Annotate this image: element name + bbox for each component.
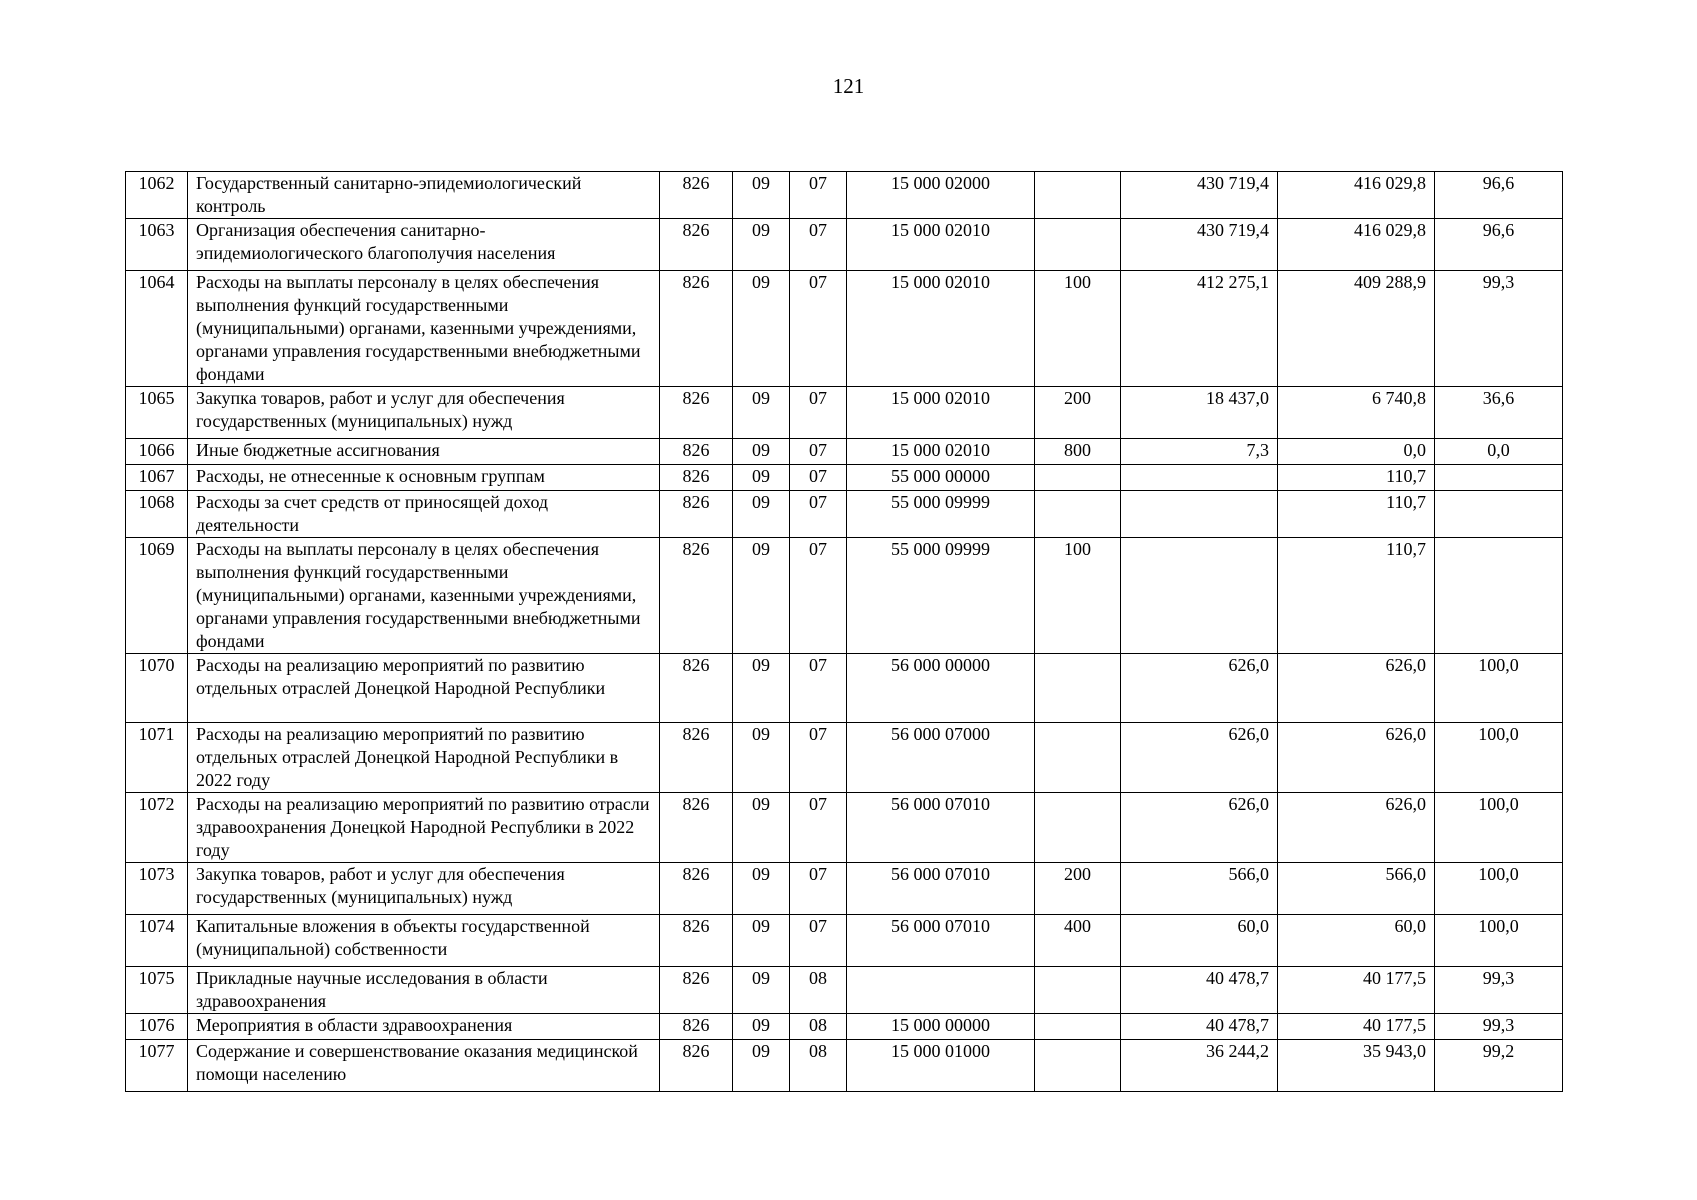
department-code-cell: 826 xyxy=(660,538,733,654)
expense-name-cell: Закупка товаров, работ и услуг для обеспечения государственных (муниципальных) нужд xyxy=(188,863,660,915)
department-code-cell: 826 xyxy=(660,491,733,538)
department-code-cell: 826 xyxy=(660,863,733,915)
table-row xyxy=(126,793,1563,863)
expense-name-cell: Иные бюджетные ассигнования xyxy=(188,439,660,465)
budget-table xyxy=(125,171,1563,1092)
target-article-code-cell: 15 000 02010 xyxy=(847,271,1035,387)
department-code-cell: 826 xyxy=(660,654,733,723)
section-code-cell: 09 xyxy=(733,491,790,538)
actual-amount-cell: 60,0 xyxy=(1278,915,1435,967)
expense-type-code-cell: 800 xyxy=(1035,439,1121,465)
actual-amount-cell: 110,7 xyxy=(1278,491,1435,538)
table-row xyxy=(126,967,1563,1014)
budget-table-body xyxy=(126,172,1563,1092)
table-row xyxy=(126,538,1563,654)
table-row xyxy=(126,219,1563,271)
planned-amount-cell xyxy=(1121,491,1278,538)
page-number: 121 xyxy=(832,74,865,98)
planned-amount-cell: 40 478,7 xyxy=(1121,967,1278,1014)
subsection-code-cell: 08 xyxy=(790,1014,847,1040)
row-number-cell: 1071 xyxy=(126,723,188,793)
planned-amount-cell xyxy=(1121,465,1278,491)
target-article-code-cell: 15 000 02010 xyxy=(847,439,1035,465)
execution-percent-cell: 100,0 xyxy=(1435,793,1563,863)
target-article-code-cell: 56 000 00000 xyxy=(847,654,1035,723)
execution-percent-cell: 100,0 xyxy=(1435,723,1563,793)
execution-percent-cell: 99,3 xyxy=(1435,271,1563,387)
actual-amount-cell: 416 029,8 xyxy=(1278,219,1435,271)
execution-percent-cell: 100,0 xyxy=(1435,863,1563,915)
department-code-cell: 826 xyxy=(660,271,733,387)
subsection-code-cell: 07 xyxy=(790,538,847,654)
target-article-code-cell: 15 000 02010 xyxy=(847,219,1035,271)
actual-amount-cell: 40 177,5 xyxy=(1278,1014,1435,1040)
actual-amount-cell: 626,0 xyxy=(1278,723,1435,793)
planned-amount-cell: 60,0 xyxy=(1121,915,1278,967)
department-code-cell: 826 xyxy=(660,465,733,491)
expense-name-cell: Капитальные вложения в объекты государственной (муниципальной) собственности xyxy=(188,915,660,967)
expense-type-code-cell: 100 xyxy=(1035,538,1121,654)
department-code-cell: 826 xyxy=(660,1040,733,1092)
section-code-cell: 09 xyxy=(733,271,790,387)
actual-amount-cell: 416 029,8 xyxy=(1278,172,1435,219)
target-article-code-cell: 15 000 01000 xyxy=(847,1040,1035,1092)
target-article-code-cell: 15 000 02000 xyxy=(847,172,1035,219)
table-row xyxy=(126,1014,1563,1040)
target-article-code-cell: 56 000 07010 xyxy=(847,793,1035,863)
department-code-cell: 826 xyxy=(660,967,733,1014)
subsection-code-cell: 07 xyxy=(790,439,847,465)
actual-amount-cell: 409 288,9 xyxy=(1278,271,1435,387)
execution-percent-cell: 96,6 xyxy=(1435,219,1563,271)
subsection-code-cell: 07 xyxy=(790,793,847,863)
row-number-cell: 1064 xyxy=(126,271,188,387)
expense-type-code-cell xyxy=(1035,465,1121,491)
section-code-cell: 09 xyxy=(733,723,790,793)
planned-amount-cell: 626,0 xyxy=(1121,793,1278,863)
row-number-cell: 1070 xyxy=(126,654,188,723)
target-article-code-cell: 55 000 09999 xyxy=(847,491,1035,538)
row-number-cell: 1077 xyxy=(126,1040,188,1092)
target-article-code-cell: 55 000 09999 xyxy=(847,538,1035,654)
row-number-cell: 1072 xyxy=(126,793,188,863)
target-article-code-cell xyxy=(847,967,1035,1014)
table-row xyxy=(126,387,1563,439)
subsection-code-cell: 07 xyxy=(790,271,847,387)
expense-name-cell: Организация обеспечения санитарно-эпидемиологического благополучия населения xyxy=(188,219,660,271)
subsection-code-cell: 07 xyxy=(790,915,847,967)
expense-name-cell: Расходы на реализацию мероприятий по развитию отдельных отраслей Донецкой Народной Республики в 2022 году xyxy=(188,723,660,793)
planned-amount-cell: 36 244,2 xyxy=(1121,1040,1278,1092)
row-number-cell: 1068 xyxy=(126,491,188,538)
department-code-cell: 826 xyxy=(660,219,733,271)
section-code-cell: 09 xyxy=(733,172,790,219)
section-code-cell: 09 xyxy=(733,915,790,967)
expense-name-cell: Расходы на выплаты персоналу в целях обеспечения выполнения функций государственными (муниципальными) органами, казенными учреждениями, органами управления государственными внебюджетными фондами xyxy=(188,271,660,387)
expense-name-cell: Расходы за счет средств от приносящей доход деятельности xyxy=(188,491,660,538)
department-code-cell: 826 xyxy=(660,915,733,967)
execution-percent-cell: 99,3 xyxy=(1435,1014,1563,1040)
expense-name-cell: Расходы на реализацию мероприятий по развитию отдельных отраслей Донецкой Народной Республики xyxy=(188,654,660,723)
row-number-cell: 1062 xyxy=(126,172,188,219)
expense-name-cell: Государственный санитарно-эпидемиологический контроль xyxy=(188,172,660,219)
expense-name-cell: Расходы, не отнесенные к основным группам xyxy=(188,465,660,491)
row-number-cell: 1067 xyxy=(126,465,188,491)
actual-amount-cell: 566,0 xyxy=(1278,863,1435,915)
section-code-cell: 09 xyxy=(733,1014,790,1040)
planned-amount-cell: 566,0 xyxy=(1121,863,1278,915)
expense-name-cell: Закупка товаров, работ и услуг для обеспечения государственных (муниципальных) нужд xyxy=(188,387,660,439)
target-article-code-cell: 56 000 07010 xyxy=(847,863,1035,915)
target-article-code-cell: 15 000 00000 xyxy=(847,1014,1035,1040)
execution-percent-cell: 99,2 xyxy=(1435,1040,1563,1092)
subsection-code-cell: 07 xyxy=(790,723,847,793)
section-code-cell: 09 xyxy=(733,465,790,491)
section-code-cell: 09 xyxy=(733,654,790,723)
execution-percent-cell xyxy=(1435,538,1563,654)
expense-type-code-cell xyxy=(1035,1014,1121,1040)
subsection-code-cell: 07 xyxy=(790,219,847,271)
section-code-cell: 09 xyxy=(733,863,790,915)
subsection-code-cell: 07 xyxy=(790,654,847,723)
planned-amount-cell: 626,0 xyxy=(1121,723,1278,793)
actual-amount-cell: 0,0 xyxy=(1278,439,1435,465)
table-row xyxy=(126,654,1563,723)
target-article-code-cell: 55 000 00000 xyxy=(847,465,1035,491)
execution-percent-cell: 100,0 xyxy=(1435,915,1563,967)
table-row xyxy=(126,1040,1563,1092)
planned-amount-cell: 430 719,4 xyxy=(1121,172,1278,219)
section-code-cell: 09 xyxy=(733,538,790,654)
expense-name-cell: Содержание и совершенствование оказания медицинской помощи населению xyxy=(188,1040,660,1092)
planned-amount-cell: 7,3 xyxy=(1121,439,1278,465)
expense-type-code-cell xyxy=(1035,172,1121,219)
section-code-cell: 09 xyxy=(733,387,790,439)
subsection-code-cell: 08 xyxy=(790,967,847,1014)
table-row xyxy=(126,491,1563,538)
planned-amount-cell: 412 275,1 xyxy=(1121,271,1278,387)
row-number-cell: 1074 xyxy=(126,915,188,967)
actual-amount-cell: 35 943,0 xyxy=(1278,1040,1435,1092)
target-article-code-cell: 15 000 02010 xyxy=(847,387,1035,439)
section-code-cell: 09 xyxy=(733,967,790,1014)
execution-percent-cell xyxy=(1435,491,1563,538)
expense-type-code-cell: 200 xyxy=(1035,863,1121,915)
expense-type-code-cell xyxy=(1035,967,1121,1014)
section-code-cell: 09 xyxy=(733,439,790,465)
execution-percent-cell xyxy=(1435,465,1563,491)
subsection-code-cell: 07 xyxy=(790,172,847,219)
execution-percent-cell: 100,0 xyxy=(1435,654,1563,723)
planned-amount-cell: 40 478,7 xyxy=(1121,1014,1278,1040)
execution-percent-cell: 96,6 xyxy=(1435,172,1563,219)
subsection-code-cell: 08 xyxy=(790,1040,847,1092)
expense-type-code-cell xyxy=(1035,654,1121,723)
actual-amount-cell: 40 177,5 xyxy=(1278,967,1435,1014)
table-row xyxy=(126,915,1563,967)
expense-type-code-cell xyxy=(1035,1040,1121,1092)
section-code-cell: 09 xyxy=(733,1040,790,1092)
table-row xyxy=(126,172,1563,219)
expense-type-code-cell xyxy=(1035,793,1121,863)
table-row xyxy=(126,271,1563,387)
subsection-code-cell: 07 xyxy=(790,465,847,491)
expense-name-cell: Расходы на реализацию мероприятий по развитию отрасли здравоохранения Донецкой Народной Республики в 2022 году xyxy=(188,793,660,863)
expense-type-code-cell: 200 xyxy=(1035,387,1121,439)
actual-amount-cell: 110,7 xyxy=(1278,465,1435,491)
actual-amount-cell: 110,7 xyxy=(1278,538,1435,654)
section-code-cell: 09 xyxy=(733,219,790,271)
target-article-code-cell: 56 000 07000 xyxy=(847,723,1035,793)
execution-percent-cell: 99,3 xyxy=(1435,967,1563,1014)
expense-type-code-cell: 100 xyxy=(1035,271,1121,387)
section-code-cell: 09 xyxy=(733,793,790,863)
table-row xyxy=(126,439,1563,465)
planned-amount-cell: 626,0 xyxy=(1121,654,1278,723)
execution-percent-cell: 36,6 xyxy=(1435,387,1563,439)
planned-amount-cell: 18 437,0 xyxy=(1121,387,1278,439)
subsection-code-cell: 07 xyxy=(790,863,847,915)
row-number-cell: 1076 xyxy=(126,1014,188,1040)
expense-type-code-cell xyxy=(1035,219,1121,271)
row-number-cell: 1063 xyxy=(126,219,188,271)
row-number-cell: 1075 xyxy=(126,967,188,1014)
table-row xyxy=(126,465,1563,491)
target-article-code-cell: 56 000 07010 xyxy=(847,915,1035,967)
subsection-code-cell: 07 xyxy=(790,491,847,538)
department-code-cell: 826 xyxy=(660,439,733,465)
planned-amount-cell xyxy=(1121,538,1278,654)
row-number-cell: 1073 xyxy=(126,863,188,915)
department-code-cell: 826 xyxy=(660,387,733,439)
expense-name-cell: Прикладные научные исследования в области здравоохранения xyxy=(188,967,660,1014)
expense-type-code-cell xyxy=(1035,491,1121,538)
department-code-cell: 826 xyxy=(660,723,733,793)
expense-name-cell: Мероприятия в области здравоохранения xyxy=(188,1014,660,1040)
subsection-code-cell: 07 xyxy=(790,387,847,439)
planned-amount-cell: 430 719,4 xyxy=(1121,219,1278,271)
actual-amount-cell: 626,0 xyxy=(1278,654,1435,723)
table-row xyxy=(126,863,1563,915)
expense-type-code-cell xyxy=(1035,723,1121,793)
actual-amount-cell: 6 740,8 xyxy=(1278,387,1435,439)
department-code-cell: 826 xyxy=(660,172,733,219)
expense-name-cell: Расходы на выплаты персоналу в целях обеспечения выполнения функций государственными (муниципальными) органами, казенными учреждениями, органами управления государственными внебюджетными фондами xyxy=(188,538,660,654)
expense-type-code-cell: 400 xyxy=(1035,915,1121,967)
execution-percent-cell: 0,0 xyxy=(1435,439,1563,465)
row-number-cell: 1069 xyxy=(126,538,188,654)
table-row xyxy=(126,723,1563,793)
department-code-cell: 826 xyxy=(660,793,733,863)
row-number-cell: 1065 xyxy=(126,387,188,439)
actual-amount-cell: 626,0 xyxy=(1278,793,1435,863)
department-code-cell: 826 xyxy=(660,1014,733,1040)
row-number-cell: 1066 xyxy=(126,439,188,465)
